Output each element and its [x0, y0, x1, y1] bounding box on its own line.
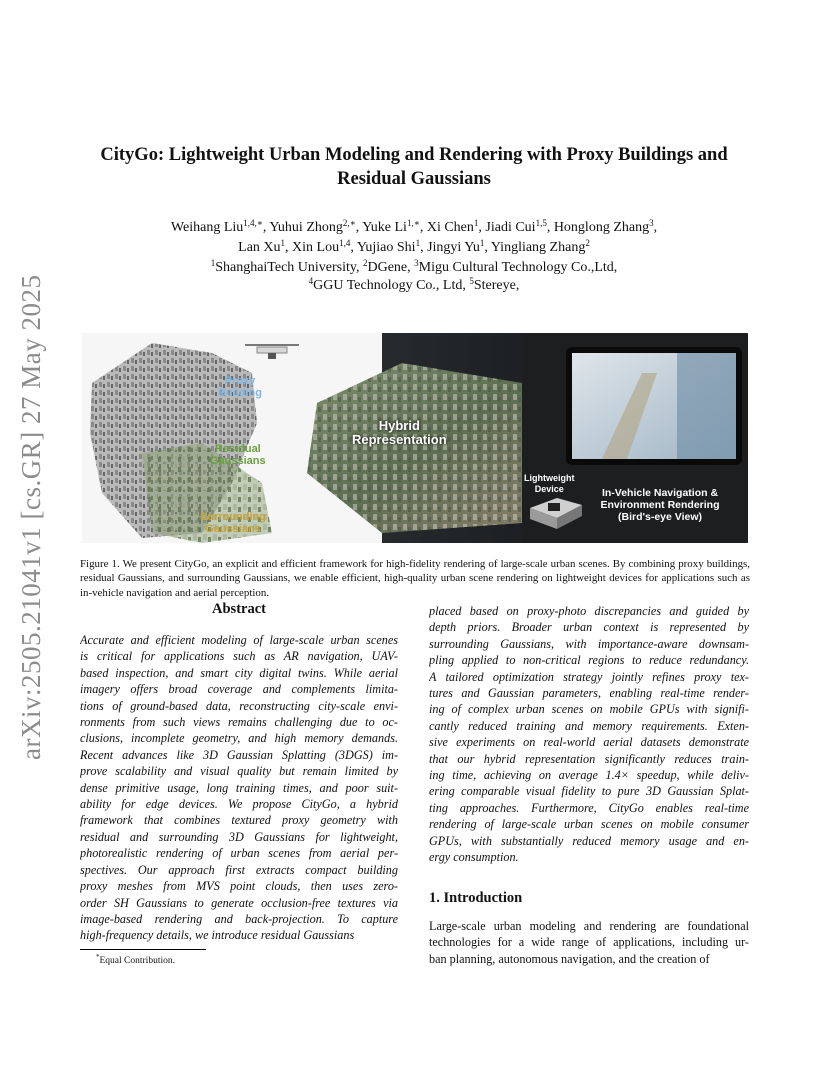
teaser-figure: [82, 333, 748, 543]
label-surrounding-gaussians: Surrounding Gaussians: [200, 511, 266, 535]
abstract-right-line: that our hybrid representation significantly reduces train-: [429, 751, 749, 766]
title-line-1: CityGo: Lightweight Urban Modeling and Rendering with Proxy Buildings and: [100, 145, 728, 165]
footnote-rule: [80, 949, 206, 950]
abstract-left-line: photorealistic rendering of urban scenes from aerial per-: [80, 846, 398, 861]
abstract-left-line: prove scalability and visual quality but remain limited by: [80, 764, 398, 779]
abstract-left-line: clusions, incomplete geometry, and high memory demands.: [80, 731, 398, 746]
abstract-left-line: ronments from such views remains challenging due to oc-: [80, 715, 398, 730]
abstract-left-line: framework that combines textured proxy geometry with: [80, 813, 398, 828]
abstract-left-line: imagery offers broad coverage and complements limita-: [80, 682, 398, 697]
abstract-left-line: image-based rendering and back-projection. To capture: [80, 911, 398, 926]
abstract-left-line: based inspection, and smart city digital twins. While aerial: [80, 665, 398, 680]
arxiv-stamp: arXiv:2505.21041v1 [cs.GR] 27 May 2025: [16, 274, 46, 760]
label-proxy-building: Proxy Building: [218, 375, 262, 399]
figure-caption: Figure 1. We present CityGo, an explicit and efficient framework for high-fidelity rendering of large-scale urban scenes. By combining proxy buildings, residual Gaussians, and surrounding Gaussians, we enable efficient, high-quality urban scene rendering on lightweight devices for applications such as in-vehicle navigation and aerial perception.: [80, 558, 750, 599]
label-hybrid-representation: Hybrid Representation: [352, 418, 447, 447]
abstract-heading: Abstract: [212, 601, 266, 617]
abstract-right-line: ting approaches. Furthermore, CityGo enables real-time: [429, 800, 749, 815]
abstract-left-line: order SH Gaussians to generate occlusion-free textures via: [80, 895, 398, 910]
abstract-right-line: A tailored optimization strategy jointly refines proxy tex-: [429, 669, 749, 684]
introduction-line: ban planning, autonomous navigation, and the creation of: [429, 951, 710, 966]
abstract-right-line: ing of complex urban scenes on mobile GPUs with signifi-: [429, 702, 749, 717]
abstract-right-line: ing time, achieving on average 1.4× speedup, while deliv-: [429, 768, 749, 783]
introduction-heading: 1. Introduction: [429, 890, 523, 906]
abstract-right-line: cantly reduced training and memory requirements. Exten-: [429, 718, 749, 733]
abstract-right-line: depth priors. Broader urban context is represented by: [429, 620, 749, 635]
label-in-vehicle-navigation: In-Vehicle Navigation & Environment Rendering (Bird's-eye View): [600, 487, 720, 523]
label-lightweight-device: Lightweight Device: [524, 473, 575, 494]
abstract-left-line: spectives. Our approach first extracts compact building: [80, 862, 398, 877]
title-line-2: Residual Gaussians: [337, 169, 491, 189]
abstract-left-line: ability for edge devices. We propose CityGo, a hybrid: [80, 797, 398, 812]
abstract-right-column: [429, 603, 749, 866]
label-residual-gaussians: Residual Gaussians: [210, 443, 266, 467]
abstract-left-line: dense primitive usage, long training times, and poor suit-: [80, 780, 398, 795]
abstract-left-line: is critical for applications such as AR navigation, UAV-: [80, 649, 398, 664]
abstract-right-line: rendering of large-scale urban scenes on mobile consumer: [429, 817, 749, 832]
abstract-right-line: GPUs, with substantially reduced memory usage and en-: [429, 833, 749, 848]
introduction-line: technologies for a wide range of applications, including ur-: [429, 935, 749, 950]
affiliation-line-1: $^1$ShanghaiTech University, $^2$DGene, $^3$Migu Cultural Technology Co.,Ltd,: [210, 258, 618, 275]
author-line-1: Weihang Liu$^{1,4,∗}$, Yuhui Zhong$^{2,∗}$, Yuke $Li^{1,∗}$, Xi Chen$^1$, Jiadi Cui$^{1,5}$, Honglong Zhang$^3$,: [170, 218, 658, 235]
introduction-text: [429, 918, 749, 967]
abstract-right-line: tures and Gaussian parameters, enabling real-time render-: [429, 686, 749, 701]
abstract-left-column: [80, 632, 398, 944]
footnote: *Equal Contribution.: [96, 953, 175, 966]
abstract-right-line: placed based on proxy-photo discrepancies and guided by: [429, 604, 749, 618]
paper-title: [70, 143, 758, 191]
abstract-right-line: sive experiments on real-world aerial datasets demonstrate: [429, 735, 749, 750]
abstract-right-line: surrounding Gaussians, with importance-aware downsam-: [429, 636, 749, 651]
abstract-left-line: tions of ground-based data, reconstructing city-scale envi-: [80, 698, 398, 713]
abstract-right-line: ering comparable visual fidelity to pure 3D Gaussian Splat-: [429, 784, 749, 799]
abstract-left-line: high-frequency details, we introduce residual Gaussians: [80, 928, 355, 943]
abstract-left-line: proxy meshes from MVS point clouds, then uses zero-: [80, 879, 398, 894]
introduction-line: Large-scale urban modeling and rendering are foundational: [429, 919, 749, 933]
affiliation-line-2: $^4$GGU Technology Co., Ltd, $^5$Stereye,: [308, 276, 520, 293]
author-line-2: Lan Xu$^1$, Xin Lou$^{1,4}$, Yujiao Shi$^1$, Jingyi Yu$^1$, Yingliang Zhang$^2$: [238, 238, 590, 255]
abstract-right-line: ergy consumption.: [429, 850, 519, 865]
abstract-left-line: Accurate and efficient modeling of large-scale urban scenes: [80, 633, 398, 647]
abstract-left-line: residual and surrounding 3D Gaussians for lightweight,: [80, 829, 398, 844]
abstract-left-line: Recent advances like 3D Gaussian Splatting (3DGS) im-: [80, 747, 398, 762]
abstract-right-line: pling applied to non-critical regions to reduce redundancy.: [429, 653, 749, 668]
